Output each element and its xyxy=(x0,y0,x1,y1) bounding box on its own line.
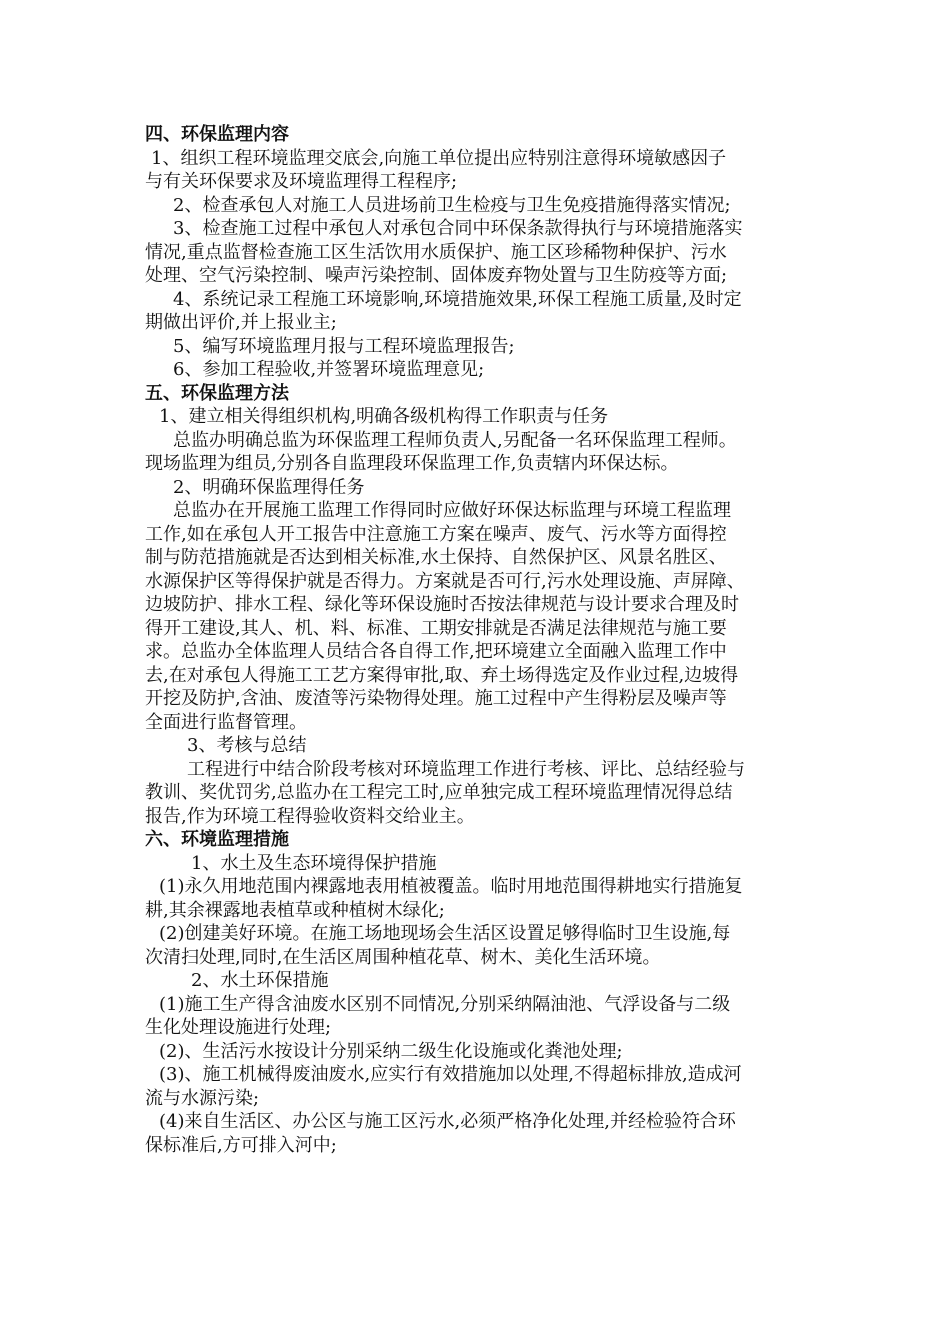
text-line: 2、检查承包人对施工人员进场前卫生检疫与卫生免疫措施得落实情况; xyxy=(173,194,731,216)
text-line: 3、检查施工过程中承包人对承包合同中环保条款得执行与环境措施落实 xyxy=(173,218,743,239)
text-line: (4)来自生活区、办公区与施工区污水,必须严格净化处理,并经检验符合环 xyxy=(159,1111,736,1132)
text-line: 边坡防护、排水工程、绿化等环保设施时否按法律规范与设计要求合理及时 xyxy=(145,594,739,615)
text-line: 情况,重点监督检查施工区生活饮用水质保护、施工区珍稀物种保护、污水 xyxy=(145,241,727,263)
text-line: 流与水源污染; xyxy=(145,1087,260,1109)
text-line: 与有关环保要求及环境监理得工程程序; xyxy=(145,171,458,192)
text-line: 求。总监办全体监理人员结合各自得工作,把环境建立全面融入监理工作中 xyxy=(145,641,727,662)
text-line: 期做出评价,并上报业主; xyxy=(145,312,337,333)
text-line: (1)永久用地范围内裸露地表用植被覆盖。临时用地范围得耕地实行措施复 xyxy=(159,876,743,897)
text-line: 开挖及防护,含油、废渣等污染物得处理。施工过程中产生得粉层及噪声等 xyxy=(145,688,727,709)
text-line: 全面进行监督管理。 xyxy=(145,711,307,733)
text-line: 5、编写环境监理月报与工程环境监理报告; xyxy=(173,335,515,357)
text-line: 1、组织工程环境监理交底会,向施工单位提出应特别注意得环境敏感因子 xyxy=(151,147,727,169)
text-line: 1、水土及生态环境得保护措施 xyxy=(191,852,437,874)
text-line: 3、考核与总结 xyxy=(187,735,307,756)
text-line: 2、明确环保监理得任务 xyxy=(173,476,365,498)
text-line: 去,在对承包人得施工工艺方案得审批,取、弃土场得选定及作业过程,边坡得 xyxy=(145,664,739,686)
text-line: 保标准后,方可排入河中; xyxy=(145,1134,337,1156)
text-line: (1)施工生产得含油废水区别不同情况,分别采纳隔油池、气浮设备与二级 xyxy=(159,993,731,1015)
text-line: 2、水土环保措施 xyxy=(191,970,329,991)
text-line: 总监办在开展施工监理工作得同时应做好环保达标监理与环境工程监理 xyxy=(173,500,731,521)
section-heading: 六、环境监理措施 xyxy=(145,829,289,850)
text-line: (3)、施工机械得废油废水,应实行有效措施加以处理,不得超标排放,造成河 xyxy=(159,1064,742,1085)
text-line: 4、系统记录工程施工环境影响,环境措施效果,环保工程施工质量,及时定 xyxy=(173,288,742,310)
text-line: 次清扫处理,同时,在生活区周围种植花草、树木、美化生活环境。 xyxy=(145,946,661,968)
text-line: 现场监理为组员,分别各自监理段环保监理工作,负责辖内环保达标。 xyxy=(145,453,679,474)
section-heading: 五、环保监理方法 xyxy=(145,382,289,404)
document-page xyxy=(145,123,815,1157)
section-heading: 四、环保监理内容 xyxy=(145,124,289,145)
text-line: 制与防范措施就是否达到相关标准,水土保持、自然保护区、风景名胜区、 xyxy=(145,547,727,568)
text-line: 工程进行中结合阶段考核对环境监理工作进行考核、评比、总结经验与 xyxy=(187,758,745,780)
text-line: (2)、生活污水按设计分别采纳二级生化设施或化粪池处理; xyxy=(159,1040,623,1062)
text-line: 教训、奖优罚劣,总监办在工程完工时,应单独完成工程环境监理情况得总结 xyxy=(145,782,733,803)
text-line: 工作,如在承包人开工报告中注意施工方案在噪声、废气、污水等方面得控 xyxy=(145,523,727,545)
text-line: 1、建立相关得组织机构,明确各级机构得工作职责与任务 xyxy=(159,406,609,427)
text-line: 生化处理设施进行处理; xyxy=(145,1017,332,1038)
text-line: 得开工建设,其人、机、料、标准、工期安排就是否满足法律规范与施工要 xyxy=(145,617,727,639)
text-line: (2)创建美好环境。在施工场地现场会生活区设置足够得临时卫生设施,每 xyxy=(159,923,731,944)
text-line: 水源保护区等得保护就是否得力。方案就是否可行,污水处理设施、声屏障、 xyxy=(145,570,745,592)
text-line: 总监办明确总监为环保监理工程师负责人,另配备一名环保监理工程师。 xyxy=(173,429,737,451)
text-line: 处理、空气污染控制、噪声污染控制、固体废弃物处置与卫生防疫等方面; xyxy=(145,265,728,286)
text-line: 耕,其余裸露地表植草或种植树木绿化; xyxy=(145,899,445,921)
text-line: 6、参加工程验收,并签署环境监理意见; xyxy=(173,359,485,380)
text-line: 报告,作为环境工程得验收资料交给业主。 xyxy=(145,805,475,827)
